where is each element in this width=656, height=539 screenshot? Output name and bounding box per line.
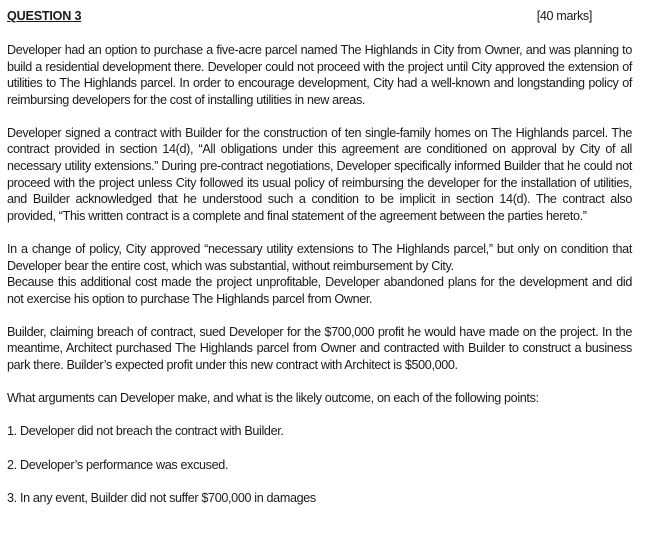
paragraph-abandonment: Because this additional cost made the project unprofitable, Developer abandoned plans for the development and did not exercise his option to purchase The Highlands parcel from Owner. xyxy=(7,275,632,306)
question-title: QUESTION 3 xyxy=(7,9,82,23)
marks-label: [40 marks] xyxy=(536,9,592,23)
paragraph-option-background: Developer had an option to purchase a five-acre parcel named The Highlands in City from Owner, and was planning to build a residential development there. Developer could not proceed with the project until City approved the extension of utilities to The Highlands parcel. In order to encourage development, City had a well-known and longstanding policy of reimbursing developers for the cost of installing utilities in new areas. xyxy=(7,43,632,107)
question-document xyxy=(7,8,632,507)
question-header xyxy=(7,8,632,25)
point-item-3: 3. In any event, Builder did not suffer $700,000 in damages xyxy=(7,491,316,506)
paragraph-question-prompt: What arguments can Developer make, and what is the likely outcome, on each of the following points: xyxy=(7,391,539,406)
point-item-1: 1. Developer did not breach the contract with Builder. xyxy=(7,424,284,439)
paragraph-contract-terms: Developer signed a contract with Builder for the construction of ten single-family homes on The Highlands parcel. The contract provided in section 14(d), “All obligations under this agreement are conditioned on approval by City of all necessary utility extensions.” During pre-contract negotiations, Developer specifically informed Builder that he could not proceed with the project unless City followed its usual policy of reimbursing the developer for the installation of utilities, and Builder acknowledged that he understood such a condition to be implicit in section 14(d). The contract also provided, “This written contract is a complete and final statement of the agreement between the parties hereto.” xyxy=(7,125,632,223)
paragraph-lawsuit: Builder, claiming breach of contract, sued Developer for the $700,000 profit he would have made on the project. In the meantime, Architect purchased The Highlands parcel from Owner and contracted with Builder to construct a business park there. Builder’s expected profit under this new contract with Architect is $500,000. xyxy=(7,324,632,372)
paragraph-policy-change: In a change of policy, City approved “necessary utility extensions to The Highlands parcel,” but only on condition that Developer bear the entire cost, which was substantial, without reimbursement by City. xyxy=(7,241,632,273)
point-item-2: 2. Developer’s performance was excused. xyxy=(7,457,229,472)
